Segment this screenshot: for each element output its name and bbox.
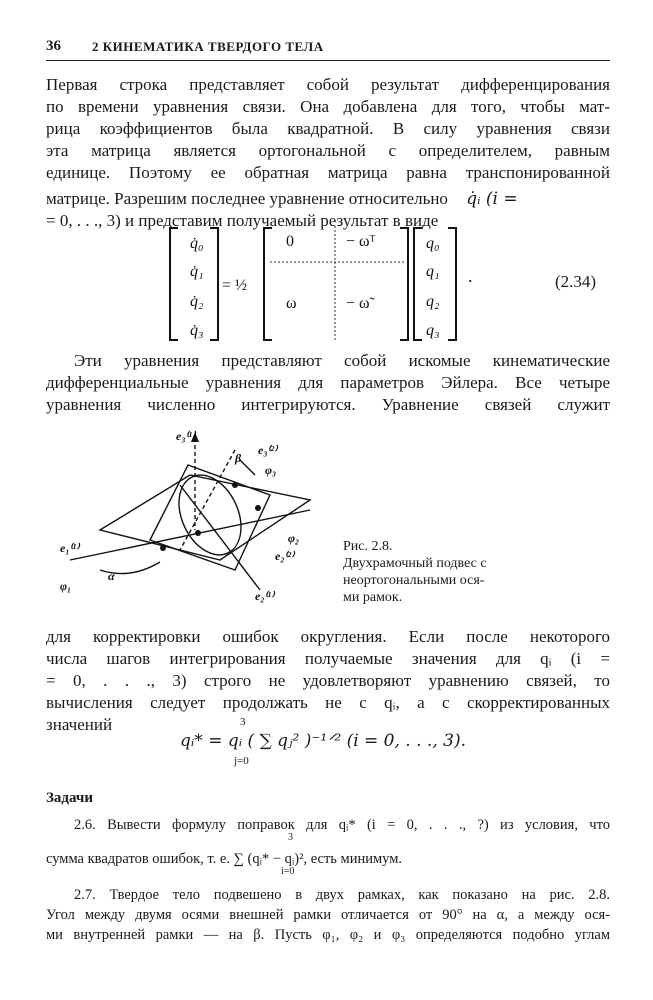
text-line: дифференциальные уравнения для параметров Эйлера. Все четыре xyxy=(46,373,610,392)
task-sum-lower: i=0 xyxy=(281,866,295,877)
renormalization-formula: qᵢ* = qᵢ ( ∑ qⱼ² )⁻¹ᐟ² (i = 0, . . ., 3). xyxy=(180,731,466,751)
task-line: 2.6. Вывести формулу поправок для qᵢ* (i = 0, . . ., ?) из условия, что xyxy=(74,817,610,833)
equation-number: (2.34) xyxy=(555,272,597,291)
period: . xyxy=(468,266,473,286)
caption-line: Рис. 2.8. xyxy=(343,539,393,554)
sum-upper-limit: 3 xyxy=(240,716,246,728)
label-phi3: φ₃ xyxy=(265,463,277,477)
factor-half: = ½ xyxy=(222,277,248,294)
text-line: эта матрица является ортогональной с определителем, равным xyxy=(46,141,610,160)
matrix-entry-12: − ωᵀ xyxy=(346,233,376,250)
label-e2-1: e₂⁽¹⁾ xyxy=(255,589,275,603)
rhs-q3: q₃ xyxy=(426,322,440,339)
text-line: матрице. Разрешим последнее уравнение относительно xyxy=(46,189,448,208)
task-sum-upper: 3 xyxy=(288,832,293,843)
running-title: 2 КИНЕМАТИКА ТВЕРДОГО ТЕЛА xyxy=(92,39,324,54)
label-phi1: φ₁ xyxy=(60,579,72,593)
text-line: = 0, . . ., 3) строго не удовлетворяют уравнению связей, то xyxy=(46,671,610,690)
matrix-equation xyxy=(160,222,460,346)
rhs-q0: q₀ xyxy=(426,235,440,252)
text-line: Первая строка представляет собой результат дифференцирования xyxy=(46,75,610,94)
label-phi2: φ₂ xyxy=(288,531,300,545)
matrix-entry-22: − ω̃ xyxy=(346,295,370,312)
task-line: 2.7. Твердое тело подвешено в двух рамках, как показано на рис. 2.8. xyxy=(74,887,610,903)
label-e3-2: e₃⁽²⁾ xyxy=(258,443,278,457)
text-line: рица коэффициентов была квадратной. В силу уравнения связи xyxy=(46,119,610,138)
rhs-q2: q₂ xyxy=(426,293,440,310)
label-alpha: α xyxy=(108,569,115,583)
text-line: для корректировки ошибок округления. Если после некоторого xyxy=(46,627,610,646)
task-line: ми внутренней рамки — на β. Пусть φ₁, φ₂ и φ₃ определяются подобно углам xyxy=(46,927,610,943)
text-line-with-math xyxy=(46,188,610,210)
figure-gimbal xyxy=(60,430,340,605)
label-e3-1: e₃⁽¹⁾ xyxy=(176,430,196,443)
task-2-7 xyxy=(46,885,610,945)
running-header xyxy=(46,38,610,61)
lhs-q0: q̇₀ xyxy=(190,235,204,252)
lhs-q1: q̇₁ xyxy=(190,263,204,280)
label-e1-1: e₁⁽¹⁾ xyxy=(60,541,80,555)
task-2-6 xyxy=(46,815,610,869)
text-line: Эти уравнения представляют собой искомые кинематические xyxy=(74,351,610,370)
lhs-q2: q̇₂ xyxy=(190,293,204,310)
text-line: по времени уравнения связи. Она добавлена для того, чтобы мат- xyxy=(46,97,610,116)
figure-caption xyxy=(343,538,487,606)
label-beta: β xyxy=(235,451,242,465)
paragraph-3 xyxy=(46,626,610,736)
rhs-q1: q₁ xyxy=(426,263,440,280)
page-number: 36 xyxy=(46,38,61,54)
inline-math: q̇ᵢ (i = xyxy=(466,189,518,209)
matrix-entry-21: ω xyxy=(286,295,297,312)
text-line: единице. Поэтому ее обратная матрица равна транспонированной xyxy=(46,163,610,182)
caption-line: Двухрамочный подвес с xyxy=(343,556,487,571)
matrix-entry-11: 0 xyxy=(286,233,294,250)
text-line: значений xyxy=(46,715,113,734)
paragraph-2 xyxy=(46,350,610,416)
paragraph-1 xyxy=(46,74,610,232)
caption-line: неортогональными ося- xyxy=(343,573,485,588)
axis-e2 xyxy=(180,485,260,590)
tasks-heading: Задачи xyxy=(46,790,94,806)
text-line: уравнения численно интегрируются. Уравнение связей служит xyxy=(46,395,610,414)
label-e2-2: e₂⁽²⁾ xyxy=(275,549,295,563)
text-line: числа шагов интегрирования получаемые значения для qᵢ (i = xyxy=(46,649,610,668)
text-line: вычисления следует продолжать не с qᵢ, а с скорректированных xyxy=(46,693,610,712)
caption-line: ми рамок. xyxy=(343,590,403,605)
task-line: сумма квадратов ошибок, т. е. ∑ (qᵢ* − qᵢ)², есть минимум. xyxy=(46,851,403,867)
task-line: Угол между двумя осями внешней рамки отличается от 90° на α, а между ося- xyxy=(46,907,610,923)
lhs-q3: q̇₃ xyxy=(190,322,204,339)
inner-frame-plane xyxy=(150,465,270,570)
sum-lower-limit: j=0 xyxy=(234,755,249,767)
text-line: = 0, . . ., 3) и представим получаемый результат в виде xyxy=(46,211,439,230)
